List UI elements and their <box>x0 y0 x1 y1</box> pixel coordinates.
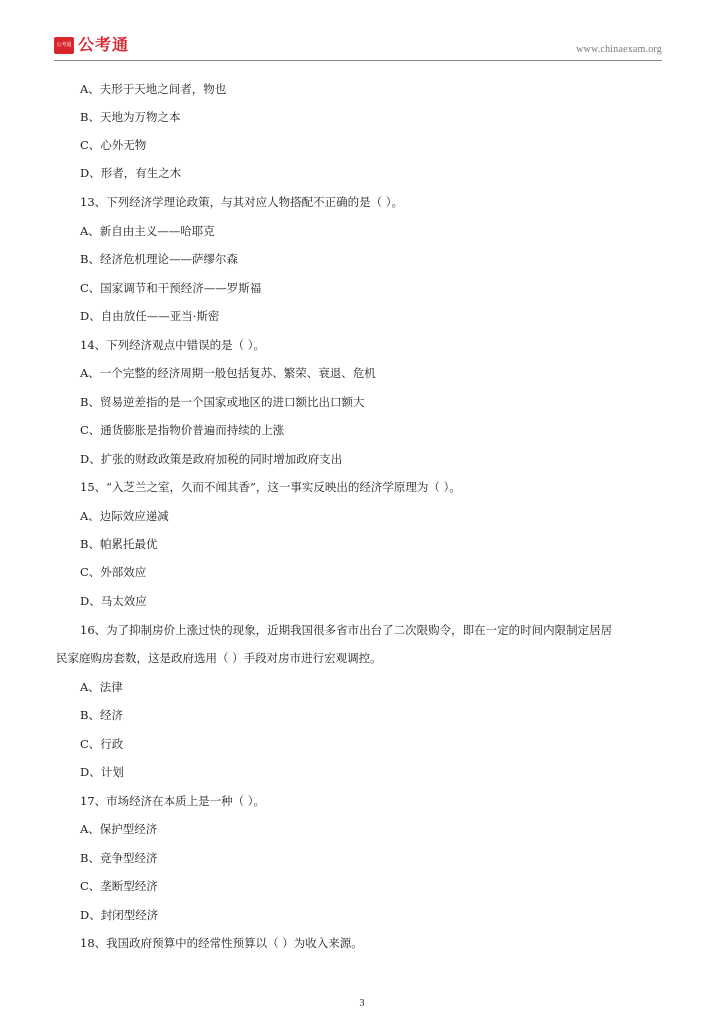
text-line: C、外部效应 <box>80 565 147 579</box>
question-stem: 15、“入芝兰之室，久而不闻其香”，这一事实反映出的经济学原理为（ ）。 <box>80 480 461 494</box>
text-line: C、垄断型经济 <box>80 879 158 893</box>
text-line: D、封闭型经济 <box>80 908 159 922</box>
question-stem: 18、我国政府预算中的经常性预算以（ ）为收入来源。 <box>80 936 363 950</box>
logo-text: 公考通 <box>78 35 130 54</box>
question-stem: 17、市场经济在本质上是一种（ ）。 <box>80 794 266 808</box>
text-line: 民家庭购房套数，这是政府选用（ ）手段对房市进行宏观调控。 <box>56 651 382 665</box>
logo-badge: 公考通 <box>54 37 74 54</box>
text-line: A、法律 <box>80 680 123 694</box>
text-line: B、经济 <box>80 708 123 722</box>
text-line: D、形者，有生之木 <box>80 166 182 180</box>
question-stem: 13、下列经济学理论政策，与其对应人物搭配不正确的是（ ）。 <box>80 195 404 209</box>
text-line: D、自由放任——亚当·斯密 <box>80 309 220 323</box>
question-stem: 16、为了抑制房价上涨过快的现象，近期我国很多省市出台了二次限购令，即在一定的时间内限制定居居 <box>80 623 613 637</box>
question-stem: 14、下列经济观点中错误的是（ ）。 <box>80 338 266 352</box>
text-line: B、竞争型经济 <box>80 851 158 865</box>
text-line: A、夫形于天地之间者，物也 <box>80 82 227 96</box>
page-number: 3 <box>359 998 365 1009</box>
text-line: A、新自由主义——哈耶克 <box>80 224 215 238</box>
text-line: C、国家调节和干预经济——罗斯福 <box>80 281 262 295</box>
text-line: C、行政 <box>80 737 124 751</box>
text-line: D、计划 <box>80 765 124 779</box>
text-line: B、经济危机理论——萨缪尔森 <box>80 252 238 266</box>
site-url: www.chinaexam.org <box>576 44 662 55</box>
text-line: D、马太效应 <box>80 594 147 608</box>
text-line: C、心外无物 <box>80 138 147 152</box>
text-line: C、通货膨胀是指物价普遍而持续的上涨 <box>80 423 285 437</box>
text-line: D、扩张的财政政策是政府加税的同时增加政府支出 <box>80 452 343 466</box>
text-line: B、天地为万物之本 <box>80 110 181 124</box>
text-line: A、边际效应递减 <box>80 509 169 523</box>
text-line: B、帕累托最优 <box>80 537 158 551</box>
text-line: A、保护型经济 <box>80 822 158 836</box>
text-line: B、贸易逆差指的是一个国家或地区的进口额比出口额大 <box>80 395 365 409</box>
text-line: A、一个完整的经济周期一般包括复苏、繁荣、衰退、危机 <box>80 366 376 380</box>
